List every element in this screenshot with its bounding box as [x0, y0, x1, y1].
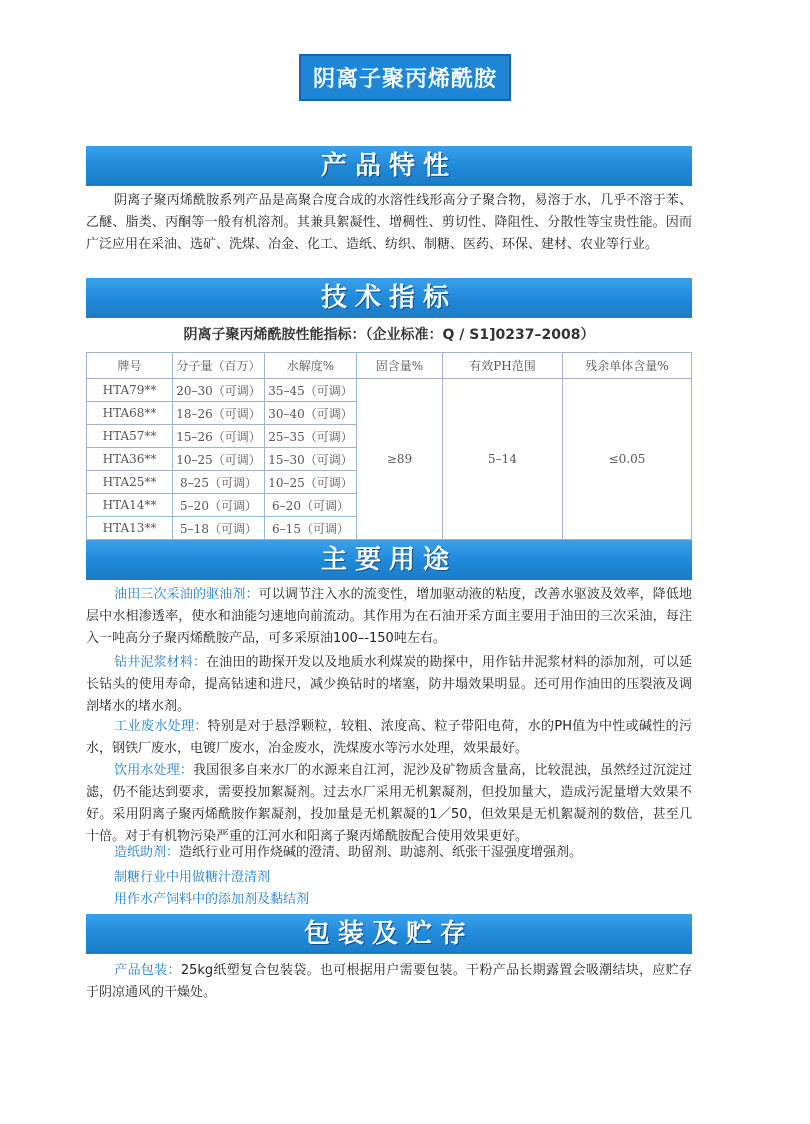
page-title: 阴离子聚丙烯酰胺: [299, 54, 511, 101]
spec-table-header-row: [87, 353, 692, 379]
cell-molecular-weight: 5–20（可调）: [173, 494, 265, 517]
section-uses-title: 主要用途: [320, 545, 457, 575]
packaging-text: 25kg纸塑复合包装袋。也可根据用户需要包装。干粉产品长期露置会吸潮结块，应贮存于阴凉通风的干燥处。: [86, 963, 692, 1000]
header-hydrolysis: 水解度%: [265, 353, 357, 379]
cell-model: HTA13**: [87, 517, 173, 540]
cell-molecular-weight: 8–25（可调）: [173, 471, 265, 494]
cell-hydrolysis: 10–25（可调）: [265, 471, 357, 494]
cell-model: HTA68**: [87, 402, 173, 425]
use-drinking-water: [86, 760, 692, 848]
cell-molecular-weight: 20–30（可调）: [173, 379, 265, 402]
use-papermaking-text: 造纸行业可用作烧碱的澄清、助留剂、助滤剂、纸张干湿强度增强剂。: [179, 845, 583, 860]
cell-model: HTA57**: [87, 425, 173, 448]
cell-ph-range: 5–14: [443, 379, 563, 540]
cell-hydrolysis: 35–45（可调）: [265, 379, 357, 402]
use-oilfield: [86, 584, 692, 650]
use-papermaking-label: 造纸助剂：: [114, 845, 180, 860]
packaging-label: 产品包装：: [114, 963, 181, 978]
cell-model: HTA25**: [87, 471, 173, 494]
cell-hydrolysis: 15–30（可调）: [265, 448, 357, 471]
cell-hydrolysis: 30–40（可调）: [265, 402, 357, 425]
header-residual-monomer: 残余单体含量%: [563, 353, 692, 379]
use-feed-additive: 用作水产饲料中的添加剂及黏结剂: [114, 892, 310, 907]
cell-molecular-weight: 5–18（可调）: [173, 517, 265, 540]
spec-table-title: 阴离子聚丙烯酰胺性能指标：（企业标准：Q / S1]0237–2008）: [183, 327, 595, 343]
section-features-bar: [86, 146, 692, 186]
use-drilling-label: 钻井泥浆材料：: [114, 655, 207, 670]
cell-hydrolysis: 25–35（可调）: [265, 425, 357, 448]
cell-molecular-weight: 18–26（可调）: [173, 402, 265, 425]
title-wrap: [0, 54, 810, 101]
header-ph-range: 有效PH范围: [443, 353, 563, 379]
section-packaging-title: 包装及贮存: [303, 919, 474, 949]
use-wastewater-label: 工业废水处理：: [114, 719, 208, 734]
header-model: 牌号: [87, 353, 173, 379]
cell-model: HTA14**: [87, 494, 173, 517]
cell-molecular-weight: 15–26（可调）: [173, 425, 265, 448]
use-sugar: 制糖行业中用做糖汁澄清剂: [114, 870, 271, 885]
packaging-paragraph: [86, 960, 692, 1004]
table-row: [87, 379, 692, 402]
section-specs-title: 技术指标: [320, 283, 457, 313]
section-uses-bar: [86, 540, 692, 580]
features-text: 阴离子聚丙烯酰胺系列产品是高聚合度合成的水溶性线形高分子聚合物，易溶于水，几乎不溶于苯、乙醚、脂类、丙酮等一般有机溶剂。其兼具絮凝性、增稠性、剪切性、降阻性、分散性等宝贵性能。因而广泛应用在采油、选矿、洗煤、冶金、化工、造纸、纺织、制糖、医药、环保、建材、农业等行业。: [86, 193, 692, 252]
use-oilfield-label: 油田三次采油的驱油剂：: [114, 587, 259, 602]
section-specs-bar: [86, 278, 692, 318]
cell-model: HTA79**: [87, 379, 173, 402]
cell-solid-content: ≥89: [357, 379, 443, 540]
cell-molecular-weight: 10–25（可调）: [173, 448, 265, 471]
section-features-title: 产品特性: [320, 151, 457, 181]
use-wastewater: [86, 716, 692, 760]
cell-residual-monomer: ≤0.05: [563, 379, 692, 540]
use-wastewater-text: 特别是对于悬浮颗粒，较粗、浓度高、粒子带阳电荷，水的PH值为中性或碱性的污水，钢铁厂废水，电镀厂废水，冶金废水，洗煤废水等污水处理，效果最好。: [86, 719, 692, 756]
cell-model: HTA36**: [87, 448, 173, 471]
cell-hydrolysis: 6–15（可调）: [265, 517, 357, 540]
use-drilling-text: 在油田的勘探开发以及地质水利煤炭的勘探中，用作钻井泥浆材料的添加剂，可以延长钻头的使用寿命，提高钻速和进尺，减少换钻时的堵塞，防井塌效果明显。还可用作油田的压裂液及调剖堵水的堵水剂。: [86, 655, 692, 714]
section-packaging-bar: [86, 914, 692, 954]
cell-hydrolysis: 6–20（可调）: [265, 494, 357, 517]
use-drinking-water-text: 我国很多自来水厂的水源来自江河，泥沙及矿物质含量高，比较混浊，虽然经过沉淀过滤，仍不能达到要求，需要投加絮凝剂。过去水厂采用无机絮凝剂，但投加量大，造成污泥量增大效果不好。采用阴离子聚丙烯酰胺作絮凝剂，投加量是无机絮凝的1／50，但效果是无机絮凝剂的数倍，甚至几十倍。对于有机物污染严重的江河水和阳离子聚丙烯酰胺配合使用效果更好。: [86, 763, 692, 844]
header-molecular-weight: 分子量（百万）: [173, 353, 265, 379]
use-oilfield-text: 可以调节注入水的流变性，增加驱动液的粘度，改善水驱波及效率，降低地层中水相渗透率，使水和油能匀速地向前流动。其作用为在石油开采方面主要用于油田的三次采油，每注入一吨高分子聚丙烯酰胺产品，可多采原油100–-150吨左右。: [86, 587, 692, 646]
use-drilling: [86, 652, 692, 718]
header-solid-content: 固含量%: [357, 353, 443, 379]
spec-table: [86, 352, 692, 540]
features-paragraph: [86, 190, 692, 256]
use-papermaking: [86, 842, 692, 864]
use-drinking-water-label: 饮用水处理：: [114, 763, 193, 778]
